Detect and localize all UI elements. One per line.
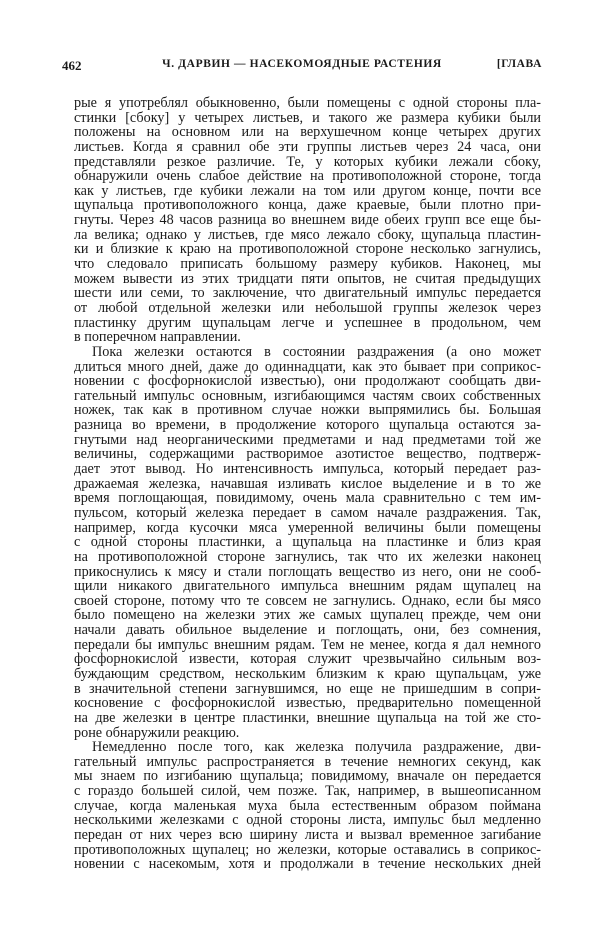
paragraph: [74, 345, 541, 740]
text-line: начали давать обильное выделение и поглощать, они, без сомнения,: [74, 622, 541, 639]
text-line: гательный импульс распространяется в течение немногих секунд, как: [74, 753, 541, 770]
text-line: с одной стороны пластинки, а щупальца на пластинке и близ края: [74, 534, 541, 551]
text-line: дражаемая железка, начавшая изливать кислое выделение и в то же: [74, 475, 541, 492]
text-line: новении с насекомым, хотя и продолжали в течение нескольких дней: [74, 856, 541, 873]
text-line: ножек, так как в противном случае ножки выпрямились бы. Большая: [74, 402, 541, 419]
text-line: гательный импульс основным, изгибающимся частям своих собственных: [74, 387, 541, 404]
paragraph: [74, 96, 541, 345]
text-line: величины, содержащими растворимое азотистое вещество, подтверж-: [74, 446, 541, 463]
text-line: ла велика; однако у листьев, где мясо лежало сбоку, щупальца пластин-: [74, 226, 541, 243]
text-line: в поперечном направлении.: [74, 329, 241, 346]
text-line: на противоположной стороне загнулись, так что их железки наконец: [74, 548, 541, 565]
text-line: пластинку другим щупальцам легче и успешнее в продольном, чем: [74, 314, 541, 331]
text-line: гнуты. Через 48 часов разница во внешнем виде обеих групп все еще бы-: [74, 212, 541, 229]
text-line: случае, когда маленькая муха была естественным образом поймана: [74, 797, 541, 814]
text-line: время поглощающая, повидимому, очень мала сравнительно с тем им-: [74, 490, 541, 507]
text-line: пульсом, который железка передает в самом начале раздражения. Так,: [74, 504, 541, 521]
text-line: щупальца противоположного конца, даже краевые, были плотно при-: [74, 197, 541, 214]
text-line: прикоснулись к мясу и стали поглощать вещество из него, они не сооб-: [74, 563, 541, 580]
running-header: [62, 58, 542, 76]
text-line: роне обнаружили реакцию.: [74, 724, 240, 741]
text-line: Немедленно после того, как железка получила раздражение, дви-: [92, 739, 541, 756]
text-line: фосфорнокислой извести, которая служит чрезвычайно сильным воз-: [74, 651, 541, 668]
text-line: можем вывести из этих тридцати пяти опытов, не считая предыдущих: [74, 270, 541, 287]
text-line: листьев. Когда я сравнил обе эти группы листьев через 24 часа, они: [74, 138, 541, 155]
text-line: передали бы импульс внешним рядам. Тем не менее, когда я дал немного: [74, 636, 541, 653]
text-line: передан от них через всю ширину листа и вызвал временное загибание: [74, 827, 541, 844]
text-line: например, когда кусочки мяса умеренной величины были помещены: [74, 519, 541, 536]
text-line: разница во времени, в продолжение которого щупальца остаются за-: [74, 417, 541, 434]
text-line: с гораздо большей силой, чем позже. Так, например, в вышеописанном: [74, 783, 541, 800]
text-line: рые я употреблял обыкновенно, были помещены с одной стороны пла-: [74, 95, 541, 111]
text-line: на две железки в центре пластинки, внешние щупальца на той же сто-: [74, 709, 541, 726]
text-line: косновение с фосфорнокислой известью, предварительно помещенной: [74, 695, 541, 712]
text-line: как у листьев, где кубики лежали на том или другом конце, почти все: [74, 182, 541, 199]
text-line: буждающим средством, нескольким близким к краю щупальцам, уже: [74, 665, 541, 682]
text-line: что следовало приписать большому размеру кубиков. Наконец, мы: [74, 256, 541, 273]
paragraph: [74, 740, 541, 872]
page-body-text: [74, 96, 541, 872]
text-line: мы знаем по изгибанию щупальца; повидимому, вначале он передается: [74, 768, 541, 785]
text-line: было помещено на железки этих же самых щупалец прежде, чем они: [74, 607, 541, 624]
text-line: длиться много дней, даже до одиннадцати, как это бывает при соприкос-: [74, 358, 541, 375]
page-number: 462: [62, 58, 82, 73]
text-line: стинки [сбоку] у четырех листьев, и такого же размера кубики были: [74, 109, 541, 126]
text-line: новении с фосфорнокислой известью), они продолжают сообщать дви-: [74, 373, 541, 390]
text-line: щили никакого двигательного импульса внешним рядам щупалец на: [74, 578, 541, 595]
text-line: в значительной степени загнувшимся, но еще не пришедшим в сопри-: [74, 680, 541, 697]
text-line: дает этот вывод. Но интенсивность импульса, который передает раз-: [74, 461, 541, 478]
text-line: представляли резкое различие. Те, у которых кубики лежали сбоку,: [74, 153, 541, 170]
text-line: ки и близкие к краю на противоположной стороне несколько загнулись,: [74, 241, 541, 258]
text-line: гнутыми над неорганическими предметами и над предметами той же: [74, 431, 541, 448]
text-line: своей стороне, потому что те совсем не загнулись. Однако, если бы мясо: [74, 592, 541, 609]
text-line: от любой отдельной железки или небольшой группы железок через: [74, 299, 541, 316]
text-line: шести или семи, то заключение, что двигательный импульс передается: [74, 285, 541, 302]
running-title: Ч. ДАРВИН — НАСЕКОМОЯДНЫЕ РАСТЕНИЯ: [162, 58, 442, 70]
chapter-label: [ГЛАВА: [496, 58, 542, 70]
text-line: Пока железки остаются в состоянии раздражения (а оно может: [92, 343, 541, 360]
text-line: положены на основном или на верхушечном конце четырех других: [74, 124, 541, 141]
text-line: несколькими железками с одной стороны листа, импульс был медленно: [74, 812, 541, 829]
text-line: обнаружили очень слабое действие на противоположной стороне, тогда: [74, 168, 541, 185]
text-line: противоположных щупалец; но железки, которые оставались в соприкос-: [74, 841, 541, 858]
